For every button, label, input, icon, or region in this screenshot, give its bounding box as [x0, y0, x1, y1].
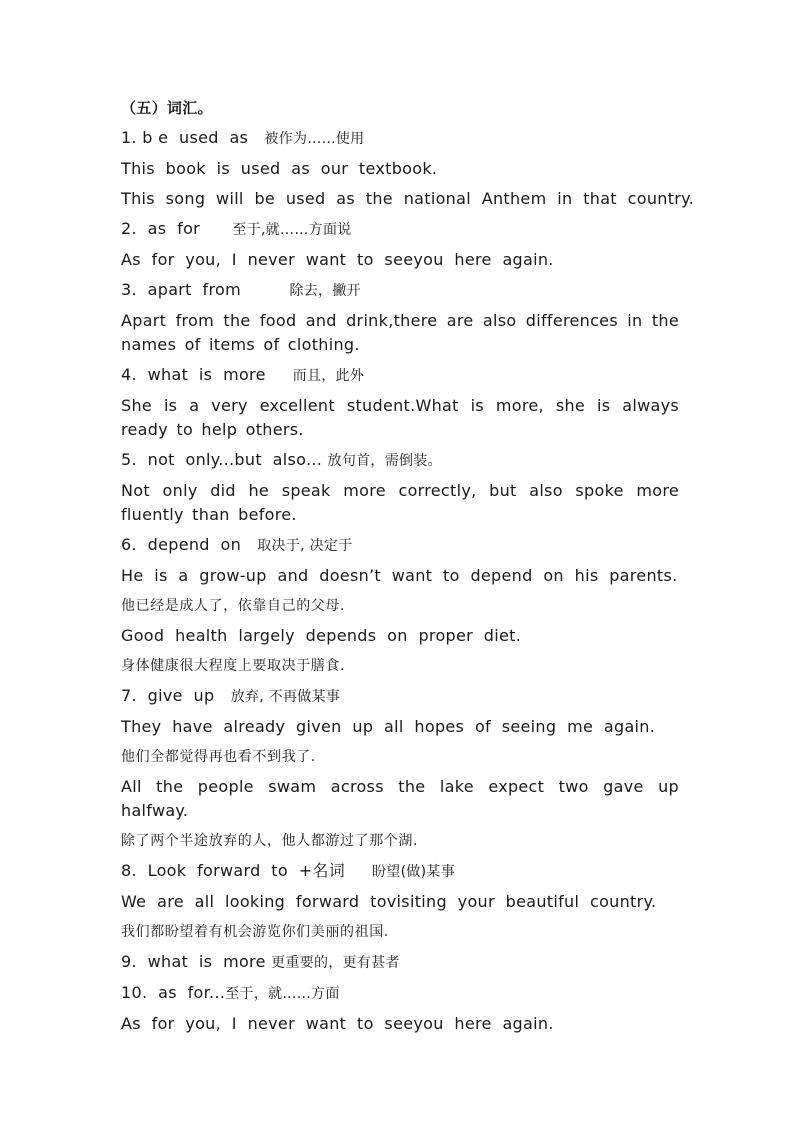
example-sentence: She is a very excellent student.What is more, she is always ready to help others.	[121, 396, 679, 439]
entry-head-5	[121, 448, 679, 473]
entry-meaning: 被作为……使用	[264, 131, 365, 147]
entry-meaning: 放句首，需倒装。	[327, 453, 442, 469]
entry-phrase: 3. apart from	[121, 280, 241, 299]
entry-meaning: 放弃, 不再做某事	[230, 689, 341, 705]
entry-head-1	[121, 126, 679, 151]
example-sentence: We are all looking forward tovisiting your beautiful country.	[121, 892, 657, 911]
example-sentence: They have already given up all hopes of seeing me again.	[121, 717, 656, 736]
entry-head-6	[121, 533, 679, 558]
entry-head-3	[121, 278, 679, 303]
example-sentence: As for you, I never want to seeyou here again.	[121, 1014, 554, 1033]
example-sentence: Good health largely depends on proper diet.	[121, 626, 522, 645]
entry-phrase: 9. what is more	[121, 952, 266, 971]
entry-phrase: 10. as for...	[121, 983, 226, 1002]
entry-phrase: 1. b e used as	[121, 128, 249, 147]
entry-head-9	[121, 950, 679, 975]
entry-head-8	[121, 859, 679, 884]
example-sentence: This song will be used as the national Anthem in that country.	[121, 189, 695, 208]
section-title: （五）词汇。	[121, 99, 213, 117]
entry-meaning: 更重要的，更有甚者	[271, 955, 400, 971]
example-sentence: Apart from the food and drink,there are also differences in the names of items of clothing.	[121, 311, 679, 354]
entry-head-2	[121, 217, 679, 242]
example-sentence: Not only did he speak more correctly, but also spoke more fluently than before.	[121, 481, 679, 524]
entry-phrase: 6. depend on	[121, 535, 242, 554]
entry-meaning: 除去，撇开	[289, 283, 361, 299]
entry-phrase: 2. as for	[121, 219, 201, 238]
translation: 身体健康很大程度上要取决于膳食.	[121, 658, 346, 674]
entry-head-4	[121, 363, 679, 388]
document-page	[121, 96, 695, 1036]
entry-meaning: 取决于, 决定于	[257, 538, 353, 554]
entry-head-10	[121, 981, 679, 1006]
example-sentence: This book is used as our textbook.	[121, 159, 438, 178]
entry-phrase: 7. give up	[121, 686, 215, 705]
translation: 除了两个半途放弃的人，他人都游过了那个湖.	[121, 833, 419, 849]
entry-meaning: 至于,就……方面说	[232, 222, 352, 238]
entry-meaning: 至于，就……方面	[225, 986, 340, 1002]
example-sentence: He is a grow-up and doesn’t want to depend on his parents.	[121, 566, 678, 585]
example-sentence: As for you, I never want to seeyou here again.	[121, 250, 554, 269]
entry-meaning: 而且，此外	[292, 368, 365, 384]
entry-phrase: 8. Look forward to +名词	[121, 861, 346, 880]
entry-phrase: 4. what is more	[121, 365, 266, 384]
entry-meaning: 盼望(做)某事	[371, 864, 456, 880]
entry-head-7	[121, 684, 679, 709]
translation: 我们都盼望着有机会游览你们美丽的祖国.	[121, 924, 389, 940]
example-sentence: All the people swam across the lake expect two gave up halfway.	[121, 777, 679, 820]
translation: 他们全都觉得再也看不到我了.	[121, 749, 316, 765]
entry-phrase: 5. not only...but also...	[121, 450, 323, 469]
translation: 他已经是成人了，依靠自己的父母.	[121, 598, 346, 614]
